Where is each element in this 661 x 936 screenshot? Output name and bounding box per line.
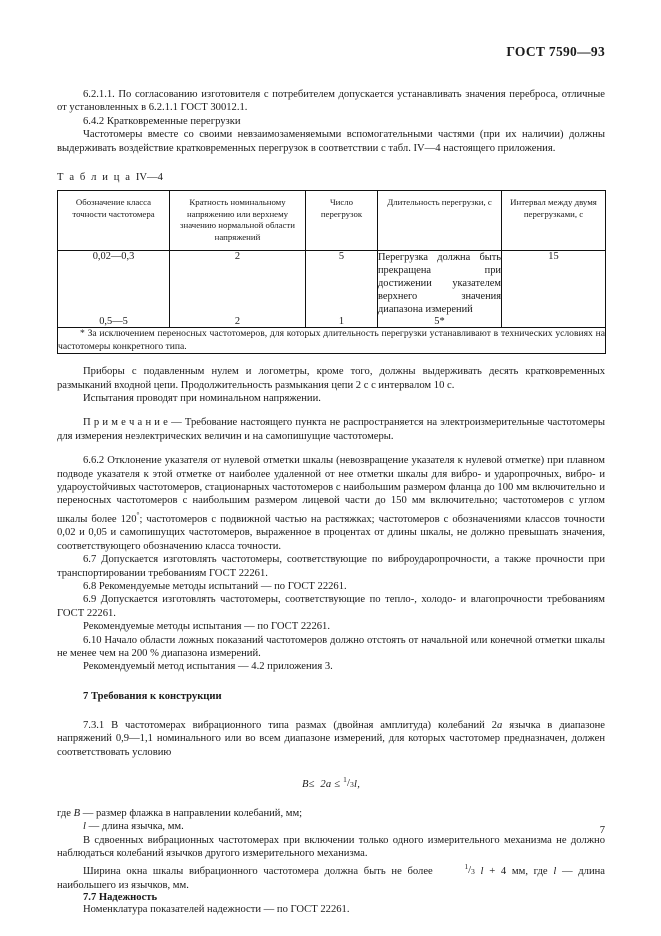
formula-fraction-numerator: 1 xyxy=(343,775,347,785)
formula-lhs: В xyxy=(301,778,309,790)
table-footnote xyxy=(58,328,606,354)
table-footnote-row xyxy=(58,328,606,354)
table-header-row xyxy=(58,191,606,251)
footnote-text: За исключением переносных частотомеров, для которых длительность перегрузки устанавливают в технических условиях на частотомеры конкретного типа. xyxy=(58,328,606,352)
formula-op-1: ≤ xyxy=(308,778,315,790)
formula-fraction-denominator: 3 xyxy=(350,780,355,790)
note-label: П р и м е ч а н и е — xyxy=(83,417,185,429)
paragraph-6-6-2-part-a: 6.6.2 Отклонение указателя от нулевой отметки шкалы (невозвращение указателя к нулевой отметке) при плавном подводе указателя к этой отметке от наиболее удаленной от нее отметки шкалы для вибро- и ударопрочных, вибро- и удароустойчивых частотомеров, стационарных частотомеров с наибольшим размером фланца до 100 мм включительно и переносных частотомеров с наибольшим размером лицевой части до 150 мм включительно; частотомеров с углом шкалы более 120 xyxy=(57,455,605,525)
cell-duration: 5* xyxy=(378,316,502,328)
cell-class-designation: 0,5—5 xyxy=(58,316,170,328)
definition-where: где xyxy=(57,807,74,819)
paragraph-6-10-b: Рекомендуемый метод испытания — 4.2 приложения 3. xyxy=(83,661,333,673)
definition-B-symbol: В xyxy=(73,807,81,819)
window-width-variable-l: l xyxy=(480,865,484,877)
paragraph-6-6-2-part-b: ; частотомеров с подвижной частью на растяжках; частотомеров с обозначениями классов точности 0,02 и 0,05 и самопишущих частотомеров, выраженное в процентах от длины шкалы, не должно превышать значения, соответствующего обозначению класса точности. xyxy=(57,513,605,552)
table-header-duration: Длительность перегрузки, с xyxy=(378,191,502,251)
paragraph-7-3-1-part-b: язычка в диапазоне напряжений 0,9—1,1 номинального или во всем диапазоне измерений, для которых частотомер предназначен, должен соответствовать условию xyxy=(57,719,605,758)
paragraph-6-9-b: Рекомендуемые методы испытания — по ГОСТ 22261. xyxy=(83,621,330,633)
paragraph-after-table-2: Испытания проводят при номинальном напряжении. xyxy=(83,393,321,405)
standard-header: ГОСТ 7590—93 xyxy=(506,44,605,59)
window-width-part-b: + 4 мм, где xyxy=(483,865,554,877)
paragraph-6-8: 6.8 Рекомендуемые методы испытаний — по ГОСТ 22261. xyxy=(83,580,347,592)
variable-a: a xyxy=(497,719,503,731)
table-caption-label: Т а б л и ц а xyxy=(57,172,136,184)
definition-l xyxy=(57,820,605,833)
degree-symbol: ° xyxy=(136,509,140,519)
definition-B xyxy=(57,807,605,820)
cell-multiplicity: 2 xyxy=(170,316,306,328)
paragraph-6-2-1-1: 6.2.1.1. По согласованию изготовителя с потребителем допускается устанавливать значения переброса, отличные от установленных в 6.2.1.1 ГОСТ 30012.1. xyxy=(57,89,605,114)
table-header-interval: Интервал между двумя перегрузками, с xyxy=(502,191,606,251)
window-width-fraction-denominator: 3 xyxy=(471,867,475,877)
paragraph-6-6-2 xyxy=(57,454,605,553)
section-7-heading: 7 Требования к конструкции xyxy=(83,690,222,702)
table-row xyxy=(58,316,606,328)
paragraph-6-4-2-text: Частотомеры вместе со своими невзаимозаменяемыми вспомогательными частями (при их наличии) должны выдерживать воздействие кратковременных перегрузок в соответствии с табл. IV—4 настоящего приложения. xyxy=(57,129,605,154)
window-width-part-c: — длина наибольшего из язычков, мм. xyxy=(57,865,606,891)
table-header-multiplicity: Кратность номинальному напряжению или верхнему значению нормальной области напряжений xyxy=(170,191,306,251)
cell-overload-count: 5 xyxy=(306,251,378,317)
formula-rhs: l, xyxy=(354,778,361,790)
formula-mid: 2a xyxy=(320,778,332,790)
paragraph-6-10: 6.10 Начало области ложных показаний частотомеров должно отстоять от начальной или конечной отметки шкалы не менее чем на 200 % диапазона измерений. xyxy=(57,634,605,659)
paragraph-7-3-1-part-a: 7.3.1 В частотомерах вибрационного типа размах (двойная амплитуда) колебаний 2 xyxy=(83,719,498,731)
section-7-7-heading: 7.7 Надежность xyxy=(83,892,158,904)
definition-B-text: — размер флажка в направлении колебаний, мм; xyxy=(80,807,303,819)
window-width-fraction-numerator: 1 xyxy=(464,862,469,872)
formula-fraction: $^1/_3$ xyxy=(343,775,355,790)
paragraph-6-7: 6.7 Допускается изготовлять частотомеры, соответствующие по виброударопрочности, а также прочности при транспортировании требованиям ГОСТ 22261. xyxy=(57,554,605,579)
cell-class-designation: 0,02—0,3 xyxy=(58,251,170,317)
overload-table xyxy=(57,190,606,354)
paragraph-7-3-1 xyxy=(57,719,605,759)
window-width-part-a: Ширина окна шкалы вибрационного частотомера должна быть не более xyxy=(83,865,439,877)
cell-overload-count: 1 xyxy=(306,316,378,328)
cell-multiplicity: 2 xyxy=(170,251,306,317)
paragraph-6-4-2-heading: 6.4.2 Кратковременные перегрузки xyxy=(83,115,241,127)
page-number: 7 xyxy=(599,825,605,836)
cell-interval: 15 xyxy=(502,251,606,317)
paragraph-dual-meters: В сдвоенных вибрационных частотомерах при включении только одного измерительного механизма не должно наблюдаться колебаний язычков другого измерительного механизма. xyxy=(57,834,605,860)
table-header-overload-count: Число перегрузок xyxy=(306,191,378,251)
table-caption xyxy=(57,172,605,183)
cell-duration: Перегрузка должна быть прекращена при достижении указателем верхнего значения диапазона измерений xyxy=(378,252,501,316)
paragraph-after-table-1: Приборы с подавленным нулем и логометры, кроме того, должны выдерживать десять кратковременных размыканий входной цепи. Продолжительность размыкания цепи 2 с с интервалом 10 с. xyxy=(57,366,605,391)
table-header-class-designation: Обозначение класса точности частотомера xyxy=(58,191,170,251)
paragraph-window-width xyxy=(57,861,605,893)
footnote-marker: * xyxy=(80,328,88,340)
paragraph-note xyxy=(57,416,605,443)
formula-amplitude xyxy=(57,776,605,790)
formula-op-2: ≤ xyxy=(334,778,341,790)
cell-interval xyxy=(502,316,606,328)
definition-l-symbol: l xyxy=(83,821,86,833)
table-caption-number: IV—4 xyxy=(135,172,163,184)
definition-l-text: — длина язычка, мм. xyxy=(85,821,184,833)
window-width-variable-l-2: l xyxy=(553,865,557,877)
table-row xyxy=(58,251,606,317)
paragraph-7-7: Номенклатура показателей надежности — по ГОСТ 22261. xyxy=(83,904,350,916)
window-width-fraction: $^1/_3$ xyxy=(464,862,475,877)
note-text: Требование настоящего пункта не распространяется на электроизмерительные частотомеры для измерения неэлектрических величин и на самопишущие частотомеры. xyxy=(57,417,606,442)
paragraph-6-9: 6.9 Допускается изготовлять частотомеры, соответствующие по тепло-, холодо- и влагопрочности требованиям ГОСТ 22261. xyxy=(57,594,605,619)
page-content xyxy=(57,44,605,917)
